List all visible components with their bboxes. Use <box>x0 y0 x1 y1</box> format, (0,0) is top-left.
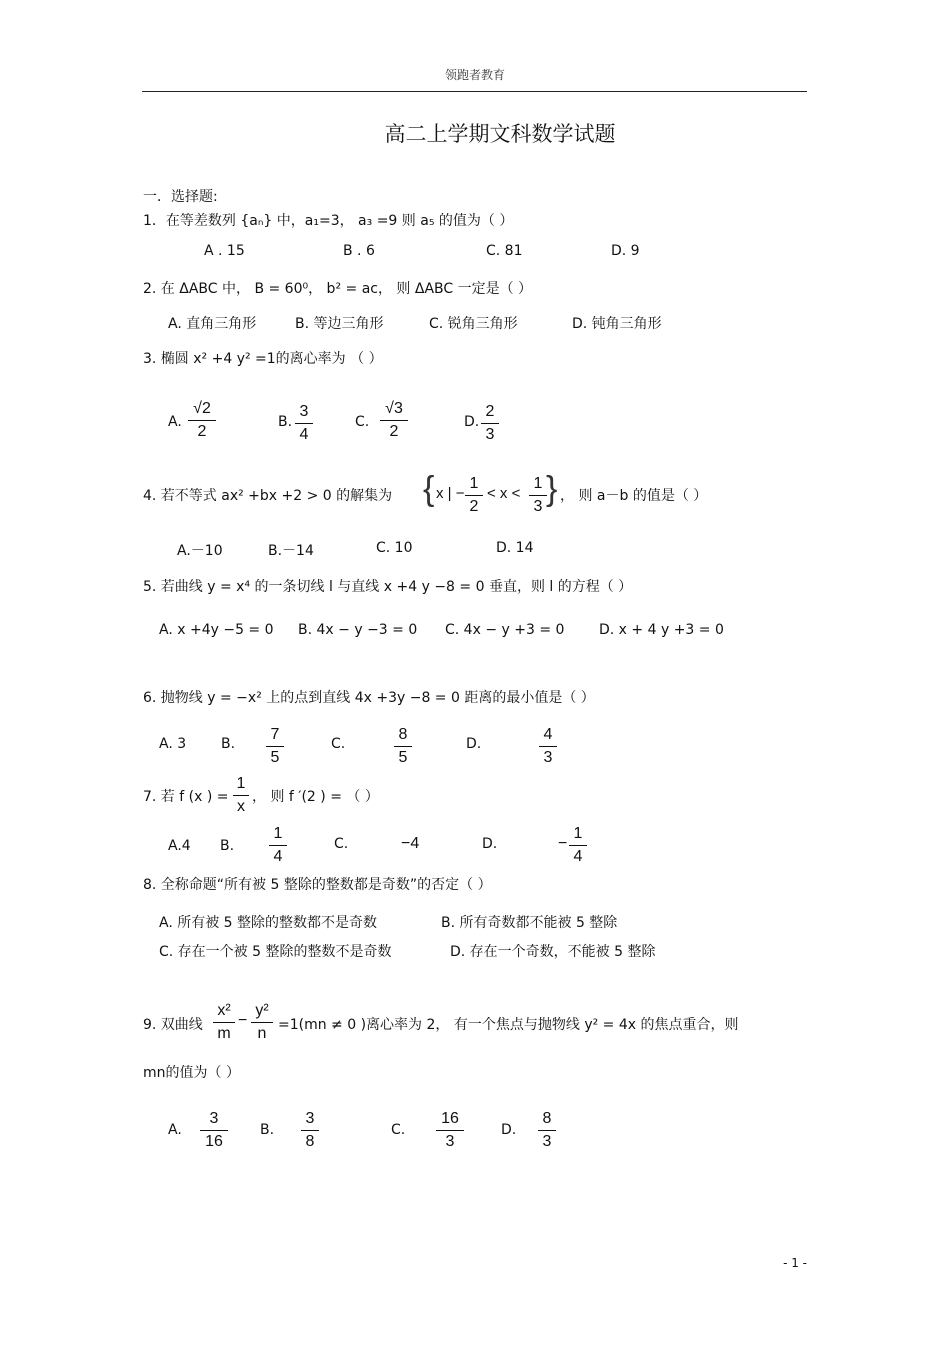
q6-opt-c: C. <box>331 736 346 752</box>
q6-frac-c: $\frac{8}{5}$ <box>394 724 412 769</box>
q4-set-a: x | − <box>436 485 465 502</box>
header-org: 领跑者教育 <box>444 68 505 82</box>
q6-opt-a: A. 3 <box>159 736 187 752</box>
q3-frac-c: $\frac{√3}{2}$ <box>380 398 408 443</box>
q4-frac-1: $\frac{1}{2}$ <box>465 473 483 518</box>
q1-stem: 1．在等差数列 {aₙ} 中，a₁=3， a₃ =9 则 a₅ 的值为（ ） <box>143 213 514 229</box>
q9-stem-a: 9. 双曲线 <box>143 1017 203 1033</box>
q9-opt-c: C. <box>391 1122 406 1138</box>
q6-opt-b: B. <box>221 736 236 752</box>
q5-opt-c: C. 4x − y +3 = 0 <box>445 622 565 638</box>
q4-stem-a: 4. 若不等式 ax² +bx +2 > 0 的解集为 <box>143 488 393 504</box>
q9-frac-d: $\frac{8}{3}$ <box>538 1108 556 1153</box>
q4-opt-b: B.－14 <box>268 543 314 559</box>
q9-opt-a: A. <box>168 1122 182 1138</box>
q9-frac-y: $\frac{\text{y²}}{n}$ <box>251 1000 273 1045</box>
q9-opt-b: B. <box>260 1122 275 1138</box>
q9-frac-c: $\frac{16}{3}$ <box>436 1108 464 1153</box>
q4-opt-d: D. 14 <box>496 540 534 556</box>
q1-opt-d: D. 9 <box>611 243 640 259</box>
q7-frac-d: $\frac{1}{4}$ <box>569 823 587 868</box>
q3-frac-b: $\frac{3}{4}$ <box>295 401 313 446</box>
q4-stem-b: ， 则 a－b 的值是（ ） <box>560 488 708 504</box>
q6-stem: 6. 抛物线 y = −x² 上的点到直线 4x +3y −8 = 0 距离的最小值是（ ） <box>143 690 595 706</box>
q4-brace-right: } <box>546 470 558 508</box>
q9-frac-a: $\frac{3}{16}$ <box>200 1108 228 1153</box>
header-rule <box>142 91 807 92</box>
q7-frac-b: $\frac{1}{4}$ <box>269 823 287 868</box>
q9-minus: − <box>238 1012 248 1029</box>
q5-opt-b: B. 4x − y −3 = 0 <box>298 622 418 638</box>
q9-opt-d: D. <box>501 1122 517 1138</box>
q9-frac-b: $\frac{3}{8}$ <box>301 1108 319 1153</box>
q6-frac-b: $\frac{7}{5}$ <box>266 724 284 769</box>
q4-opt-c: C. 10 <box>376 540 413 556</box>
q7-frac-fx: $\frac{1}{x}$ <box>233 773 249 818</box>
q2-opt-d: D. 钝角三角形 <box>572 316 662 332</box>
page-number: - 1 - <box>783 1256 807 1270</box>
q2-opt-b: B. 等边三角形 <box>295 316 384 332</box>
q5-opt-d: D. x + 4 y +3 = 0 <box>599 622 724 638</box>
q3-frac-d: $\frac{2}{3}$ <box>481 401 499 446</box>
q2-opt-a: A. 直角三角形 <box>168 316 257 332</box>
q7-stem-a: 7. 若 f (x ) = <box>143 789 229 805</box>
q7-opt-d: D. <box>482 836 498 852</box>
q7-opt-b: B. <box>220 838 235 854</box>
q4-set-b: < x < <box>487 485 521 502</box>
q8-opt-b: B. 所有奇数都不能被 5 整除 <box>441 915 618 931</box>
q6-opt-d: D. <box>466 736 482 752</box>
q1-opt-c: C. 81 <box>486 243 523 259</box>
q2-opt-c: C. 锐角三角形 <box>429 316 518 332</box>
q7-stem-b: ， 则 f ′(2 ) = （ ） <box>252 789 379 805</box>
page-title: 高二上学期文科数学试题 <box>384 122 616 146</box>
q5-opt-a: A. x +4y −5 = 0 <box>159 622 274 638</box>
q8-stem: 8. 全称命题“所有被 5 整除的整数都是奇数”的否定（ ） <box>143 877 492 893</box>
q1-opt-b: B . 6 <box>343 243 375 259</box>
q7-opt-c: C. <box>334 836 349 852</box>
q2-stem: 2. 在 ΔABC 中， B = 60⁰， b² = ac， 则 ΔABC 一定是（ ） <box>143 281 533 297</box>
q6-frac-d: $\frac{4}{3}$ <box>539 724 557 769</box>
section-heading: 一．选择题: <box>143 189 218 205</box>
q3-opt-b: B. <box>278 414 293 430</box>
q8-opt-c: C. 存在一个被 5 整除的整数不是奇数 <box>159 944 392 960</box>
q3-stem: 3. 椭圆 x² +4 y² =1的离心率为 （ ） <box>143 351 383 367</box>
q8-opt-a: A. 所有被 5 整除的整数都不是奇数 <box>159 915 378 931</box>
q4-frac-2: $\frac{1}{3}$ <box>529 473 547 518</box>
q9-frac-x: $\frac{\text{x²}}{m}$ <box>213 1000 235 1045</box>
q3-frac-a: $\frac{√2}{2}$ <box>188 398 216 443</box>
q3-opt-c: C. <box>355 414 370 430</box>
q7-val-c: −4 <box>401 835 420 852</box>
q5-stem: 5. 若曲线 y = x⁴ 的一条切线 l 与直线 x +4 y −8 = 0 垂直，则 l 的方程（ ） <box>143 579 633 595</box>
q7-opt-a: A.4 <box>168 838 191 854</box>
q9-stem-b: =1(mn ≠ 0 )离心率为 2， 有一个焦点与抛物线 y² = 4x 的焦点重合，则 <box>278 1017 739 1033</box>
q1-opt-a: A . 15 <box>204 243 245 259</box>
q4-opt-a: A.－10 <box>177 543 223 559</box>
q9-stem-c: mn的值为（ ） <box>143 1065 240 1081</box>
q3-opt-a: A. <box>168 414 182 430</box>
q8-opt-d: D. 存在一个奇数，不能被 5 整除 <box>450 944 656 960</box>
q4-brace-left: { <box>423 470 435 508</box>
q7-val-d-sign: − <box>558 835 568 852</box>
q3-opt-d: D. <box>464 414 480 430</box>
